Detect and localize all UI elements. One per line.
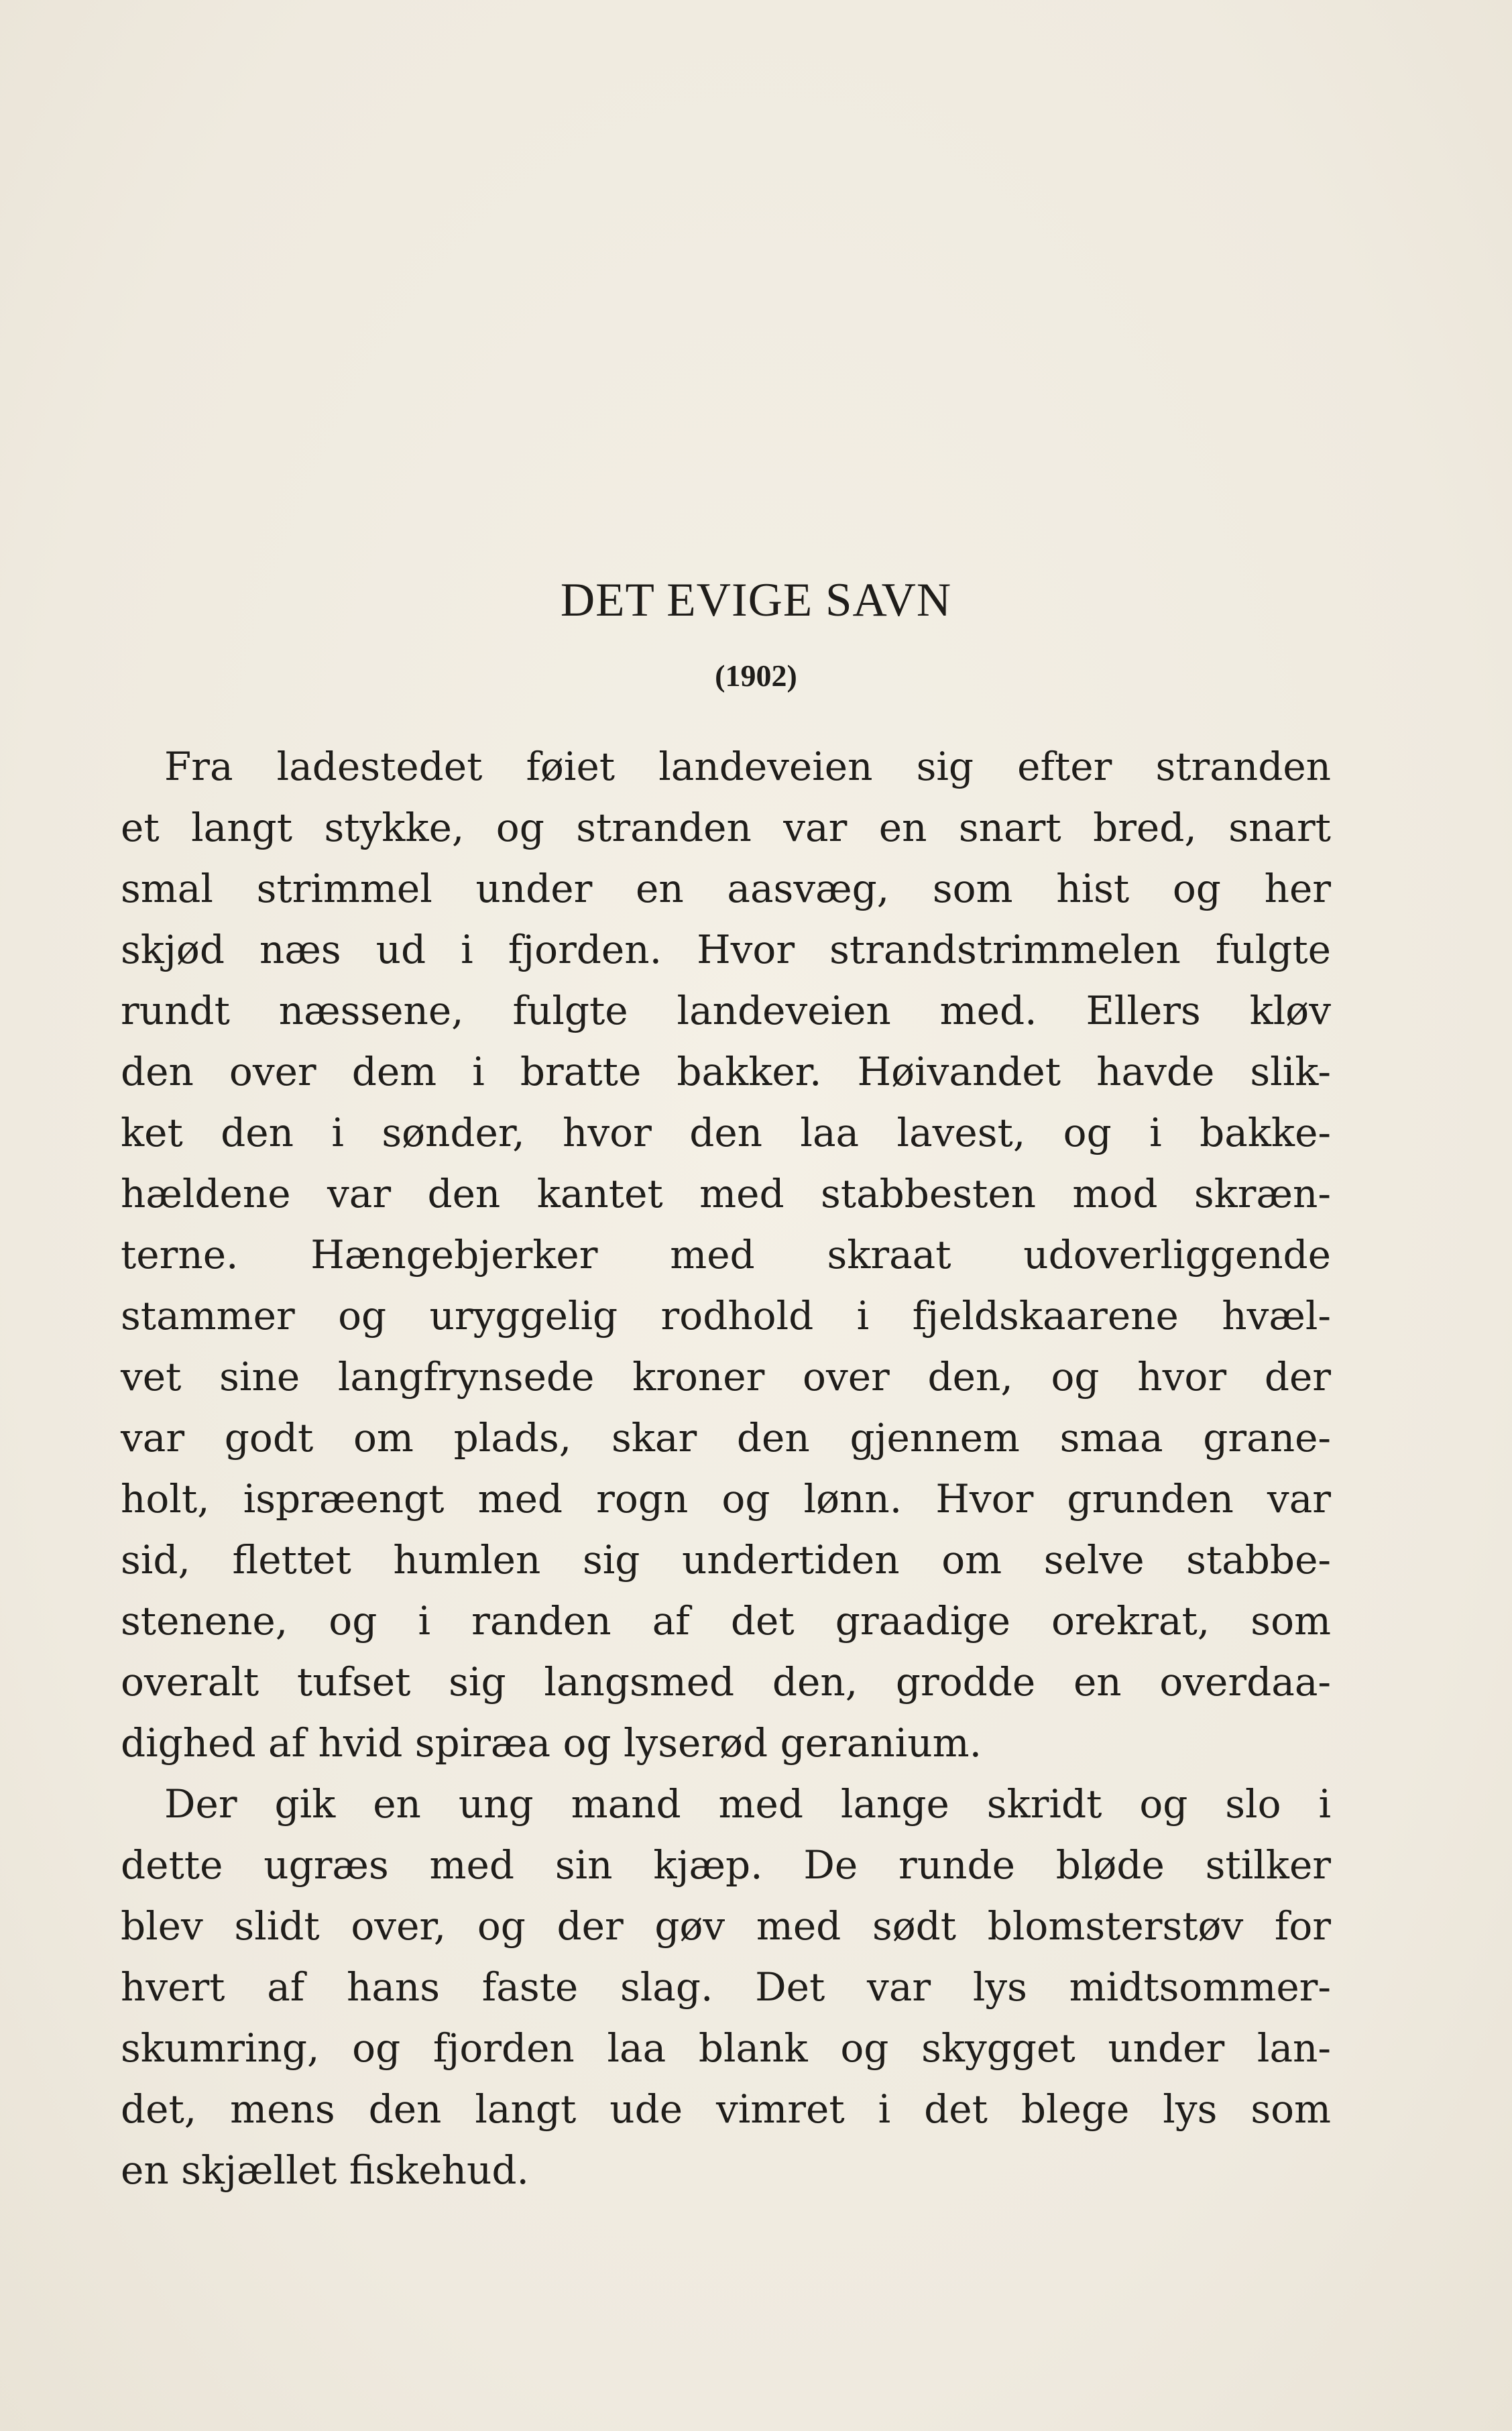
paragraph-2 <box>121 1774 1331 2201</box>
text-line: rundt næssene, fulgte landeveien med. Ellers kløv <box>121 988 1331 1033</box>
text-line: en skjællet fiskehud. <box>121 2147 529 2193</box>
text-line: stenene, og i randen af det graadige orekrat, som <box>121 1598 1331 1644</box>
text-line: skumring, og fjorden laa blank og skygget under lan- <box>121 2025 1331 2071</box>
paragraph-1 <box>121 736 1331 1774</box>
text-line: hvert af hans faste slag. Det var lys midtsommer- <box>121 1964 1331 2010</box>
text-line: blev slidt over, og der gøv med sødt blomsterstøv for <box>121 1903 1331 1949</box>
text-line: terne. Hængebjerker med skraat udoverliggende <box>121 1232 1331 1278</box>
chapter-title: DET EVIGE SAVN <box>560 574 952 626</box>
text-line: dighed af hvid spiræa og lyserød geranium. <box>121 1720 982 1766</box>
text-line: stammer og uryggelig rodhold i fjeldskaarene hvæl- <box>121 1293 1331 1339</box>
text-line: den over dem i bratte bakker. Høivandet havde slik- <box>121 1049 1331 1094</box>
chapter-year: (1902) <box>715 659 797 693</box>
text-line: Der gik en ung mand med lange skridt og slo i <box>164 1781 1331 1827</box>
text-line: dette ugræs med sin kjæp. De runde bløde stilker <box>121 1842 1331 1888</box>
text-line: skjød næs ud i fjorden. Hvor strandstrimmelen fulgte <box>121 927 1331 972</box>
text-line: overalt tufset sig langsmed den, grodde en overdaa- <box>121 1659 1331 1705</box>
text-line: et langt stykke, og stranden var en snart bred, snart <box>121 805 1331 850</box>
text-line: det, mens den langt ude vimret i det blege lys som <box>121 2086 1331 2132</box>
text-line: holt, ispræengt med rogn og lønn. Hvor grunden var <box>121 1476 1331 1522</box>
text-line: hældene var den kantet med stabbesten mod skræn- <box>121 1171 1331 1217</box>
text-line: vet sine langfrynsede kroner over den, og hvor der <box>121 1354 1331 1400</box>
text-line: ket den i sønder, hvor den laa lavest, og i bakke- <box>121 1110 1331 1155</box>
text-line: var godt om plads, skar den gjennem smaa grane- <box>121 1415 1331 1461</box>
text-line: Fra ladestedet føiet landeveien sig efter stranden <box>164 744 1331 789</box>
text-line: sid, flettet humlen sig undertiden om selve stabbe- <box>121 1537 1331 1583</box>
text-line: smal strimmel under en aasvæg, som hist og her <box>121 866 1331 911</box>
body-text <box>121 736 1331 2201</box>
